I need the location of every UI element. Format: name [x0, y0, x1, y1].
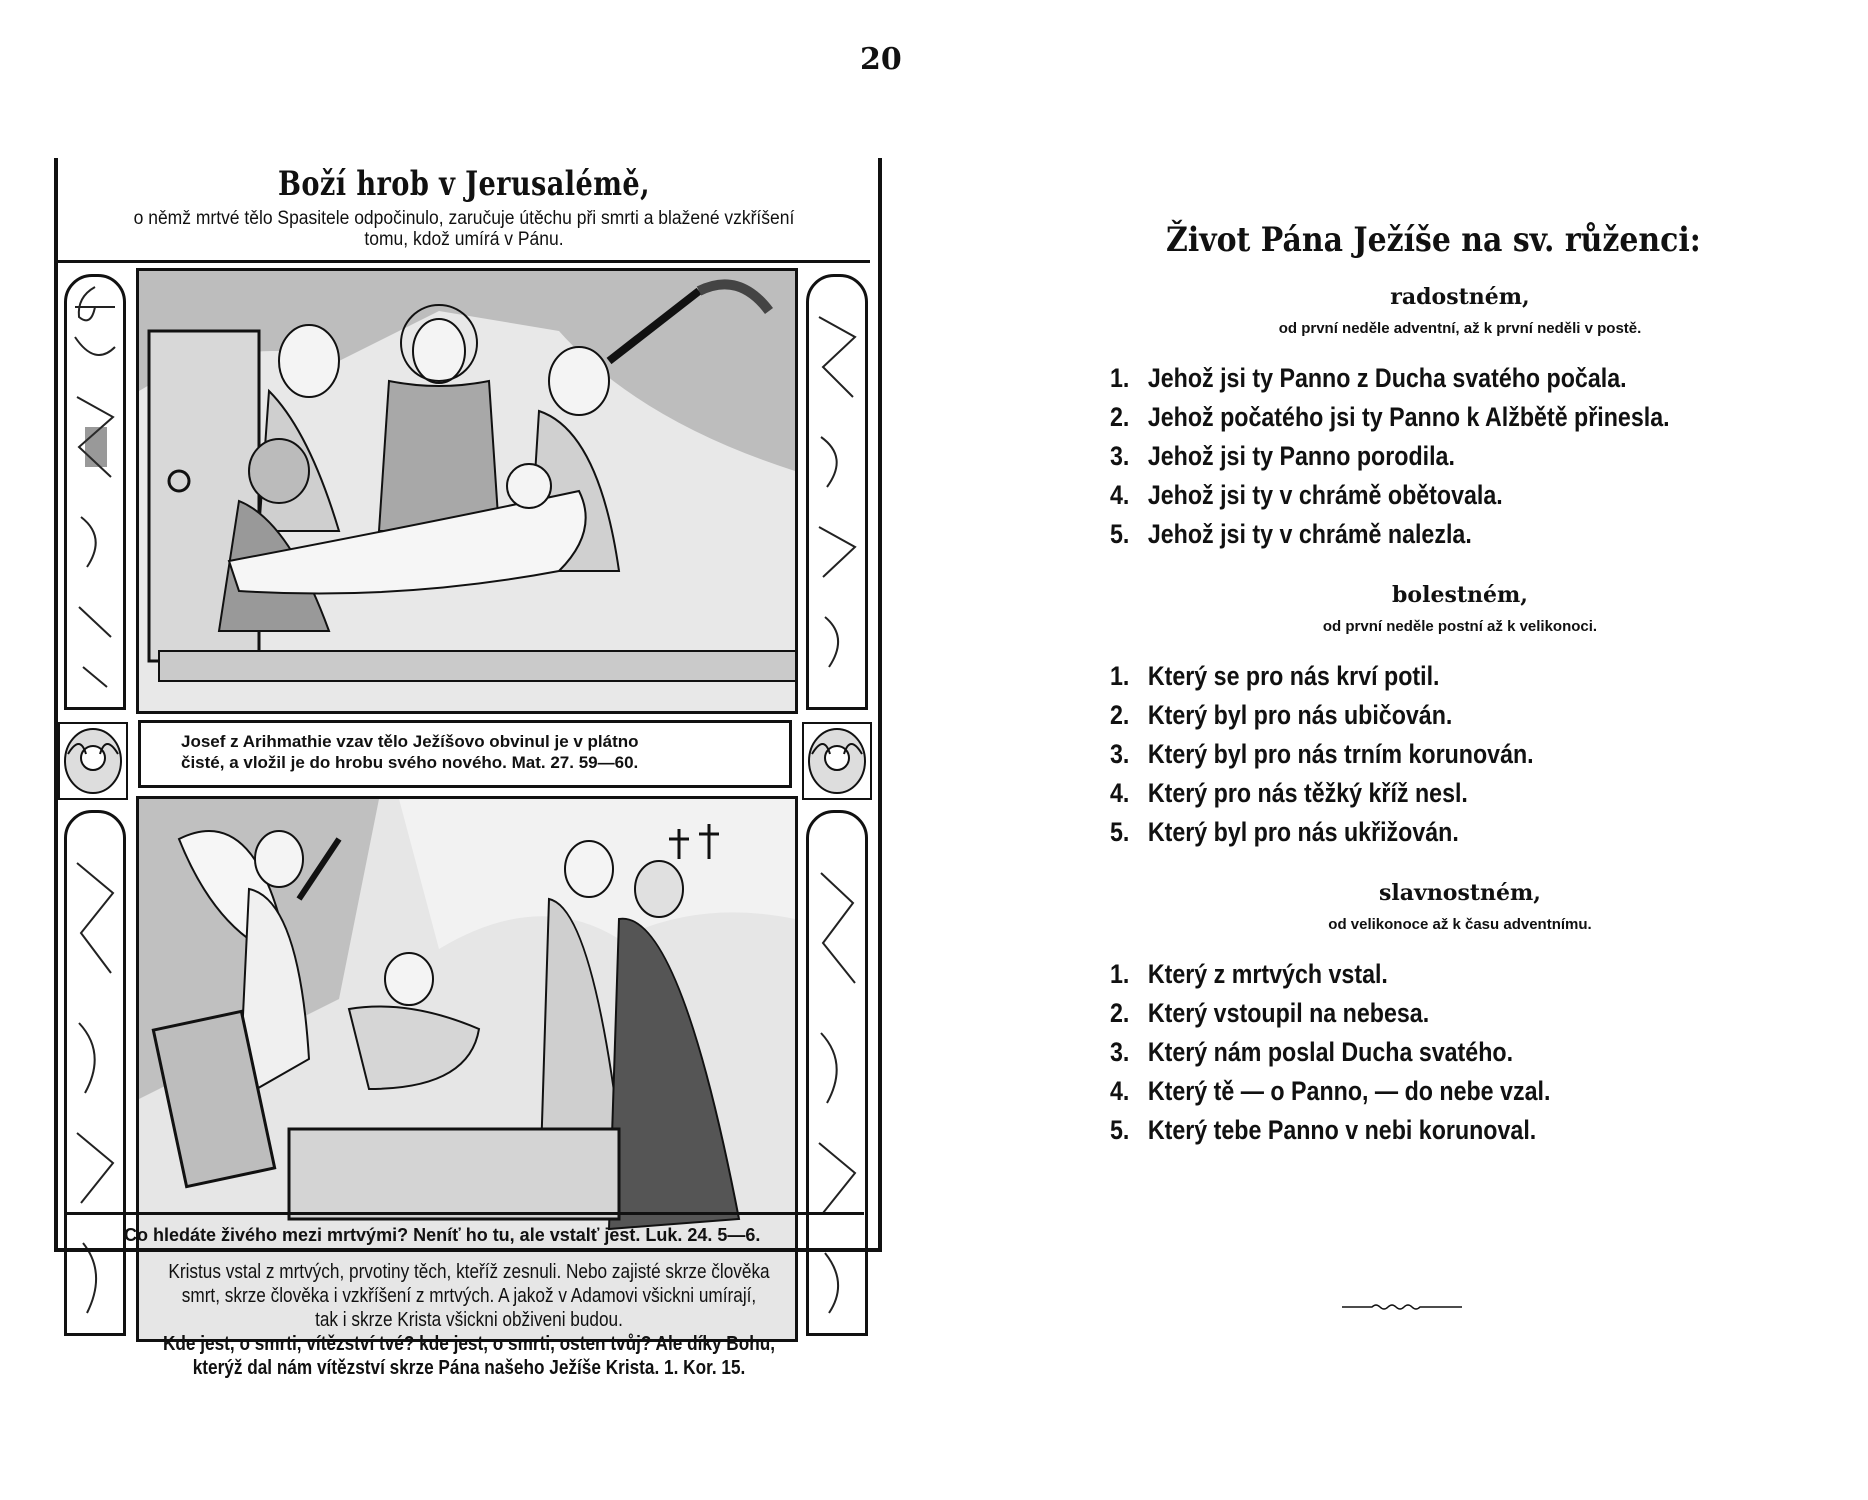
ornamental-pillar-icon — [64, 810, 126, 1336]
verse-line: Kristus vstal z mrtvých, prvotiny těch, kteříž zesnuli. Nebo zajisté skrze člověka — [168, 1261, 770, 1283]
list-item — [1110, 363, 1712, 402]
list-item — [1110, 402, 1712, 441]
item-text: Který tě — o Panno, — do nebe vzal. — [1147, 1076, 1551, 1106]
item-text: Který se pro nás krví potil. — [1147, 661, 1440, 691]
section-sorrowful — [1110, 582, 1810, 856]
item-text: Jehož jsi ty v chrámě nalezla. — [1147, 519, 1472, 549]
left-title: Boží hrob v Jerusalémě, — [277, 164, 650, 204]
cherub-medallion-icon — [802, 722, 872, 800]
item-text: Který nám poslal Ducha svatého. — [1147, 1037, 1514, 1067]
section-joyful — [1110, 284, 1810, 558]
item-text: Který pro nás těžký kříž nesl. — [1147, 778, 1468, 808]
item-text: Který byl pro nás ukřižován. — [1147, 817, 1459, 847]
item-text: Který byl pro nás trním korunován. — [1147, 739, 1534, 769]
list-item — [1110, 778, 1712, 817]
item-text: Který z mrtvých vstal. — [1147, 959, 1388, 989]
item-text: Jehož jsi ty v chrámě obětovala. — [1147, 480, 1503, 510]
item-number: 2. — [1110, 998, 1130, 1028]
frame-base-rule — [54, 1248, 882, 1252]
verse-block — [74, 1260, 864, 1380]
mystery-list — [1110, 363, 1810, 558]
item-text: Jehož počatého jsi ty Panno k Alžbětě přinesla. — [1147, 402, 1670, 432]
item-number: 5. — [1110, 817, 1130, 847]
section-heading: radostném, — [1390, 284, 1530, 310]
section-subtitle: od první neděle adventní, až k první neděli v postě. — [1278, 320, 1642, 337]
item-number: 2. — [1110, 402, 1130, 432]
list-item — [1110, 480, 1712, 519]
list-item — [1110, 441, 1712, 480]
section-heading: bolestném, — [1392, 582, 1528, 608]
list-item — [1110, 1076, 1712, 1115]
item-number: 2. — [1110, 700, 1130, 730]
wavy-rule-ornament-icon — [1342, 1302, 1462, 1312]
item-number: 1. — [1110, 661, 1130, 691]
verse-line: smrt, skrze člověka i vzkříšení z mrtvých. A jakož v Adamovi všickni umírají, — [181, 1285, 757, 1307]
mystery-list — [1110, 959, 1810, 1154]
entombment-caption — [138, 720, 792, 788]
list-item — [1110, 817, 1712, 856]
resurrection-caption: Co hledáte živého mezi mrtvými? Neníť ho tu, ale vstalť jest. Luk. 24. 5—6. — [64, 1212, 864, 1246]
item-number: 3. — [1110, 1037, 1130, 1067]
item-number: 3. — [1110, 441, 1130, 471]
item-number: 1. — [1110, 363, 1130, 393]
caption-line: Josef z Arihmathie vzav tělo Ježíšovo obvinul je v plátno — [181, 732, 639, 751]
left-title-box — [58, 156, 870, 263]
list-item — [1110, 661, 1712, 700]
list-item — [1110, 998, 1712, 1037]
item-text: Který tebe Panno v nebi korunoval. — [1147, 1115, 1537, 1145]
item-text: Který byl pro nás ubičován. — [1147, 700, 1453, 730]
right-page — [1110, 220, 1810, 1154]
list-item — [1110, 739, 1712, 778]
list-item — [1110, 1037, 1712, 1076]
item-number: 4. — [1110, 778, 1130, 808]
ornamental-pillar-icon — [64, 274, 126, 710]
section-heading: slavnostném, — [1379, 880, 1541, 906]
caption-line: čisté, a vložil je do hrobu svého nového. Mat. 27. 59—60. — [181, 753, 639, 772]
section-glorious — [1110, 880, 1810, 1154]
section-subtitle: od velikonoce až k času adventnímu. — [1328, 916, 1592, 933]
section-subtitle: od první neděle postní až k velikonoci. — [1322, 618, 1598, 635]
cherub-medallion-icon — [58, 722, 128, 800]
item-text: Jehož jsi ty Panno porodila. — [1147, 441, 1455, 471]
item-number: 4. — [1110, 480, 1130, 510]
ornamental-pillar-icon — [806, 274, 868, 710]
item-number: 1. — [1110, 959, 1130, 989]
ornamental-pillar-icon — [806, 810, 868, 1336]
item-number: 5. — [1110, 1115, 1130, 1145]
entombment-engraving-icon — [136, 268, 798, 714]
list-item — [1110, 519, 1712, 558]
mystery-list — [1110, 661, 1810, 856]
verse-line: Kde jest, o smrti, vítězství tvé? kde jest, o smrti, osten tvůj? Ale díky Bohu, — [162, 1333, 776, 1355]
item-number: 3. — [1110, 739, 1130, 769]
left-page — [44, 150, 884, 1400]
list-item — [1110, 959, 1712, 998]
item-text: Který vstoupil na nebesa. — [1147, 998, 1430, 1028]
item-text: Jehož jsi ty Panno z Ducha svatého počala. — [1147, 363, 1627, 393]
verse-line: kterýž dal nám vítězství skrze Pána našeho Ježíše Krista. 1. Kor. 15. — [192, 1357, 746, 1379]
list-item — [1110, 1115, 1712, 1154]
item-number: 5. — [1110, 519, 1130, 549]
verse-line: tak i skrze Krista všickni obživeni budou. — [315, 1309, 623, 1331]
list-item — [1110, 700, 1712, 739]
left-subtitle: o němž mrtvé tělo Spasitele odpočinulo, zaručuje útěchu při smrti a blažené vzkříšení tomu, kdož umírá v Pánu. — [133, 208, 795, 250]
item-number: 4. — [1110, 1076, 1130, 1106]
right-title: Život Pána Ježíše na sv. růženci: — [1166, 220, 1701, 260]
page-number: 20 — [860, 42, 902, 77]
